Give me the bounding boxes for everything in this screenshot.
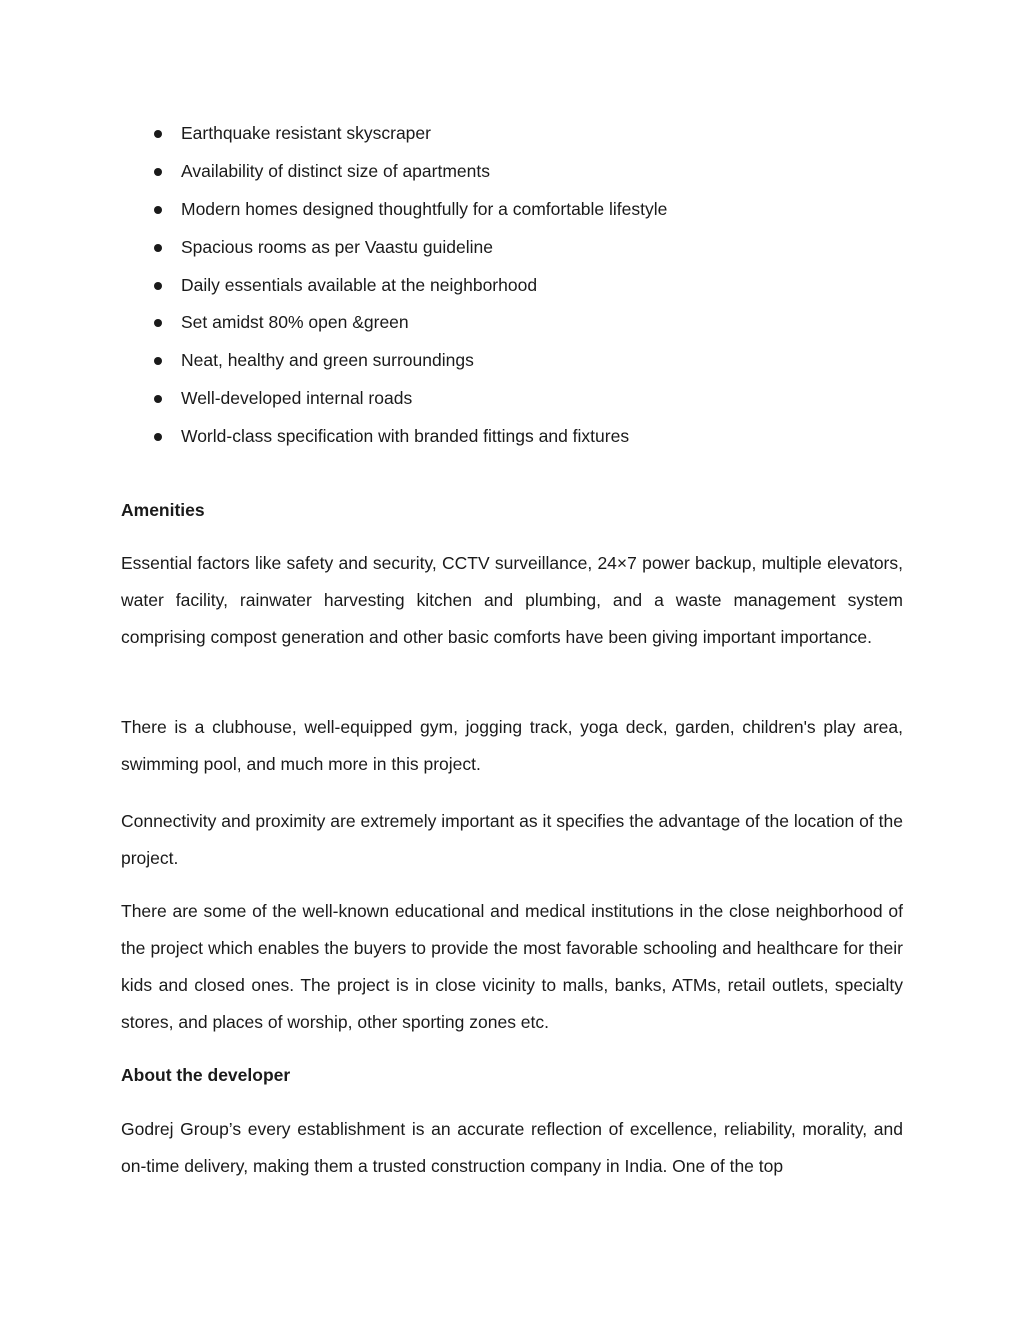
- list-item: Neat, healthy and green surroundings: [121, 342, 903, 380]
- list-item: Earthquake resistant skyscraper: [121, 115, 903, 153]
- features-list: [121, 115, 903, 456]
- bullet-icon: [154, 319, 162, 327]
- bullet-icon: [154, 130, 162, 138]
- list-item: World-class specification with branded fittings and fixtures: [121, 418, 903, 456]
- bullet-icon: [154, 357, 162, 365]
- list-item: Set amidst 80% open &green: [121, 304, 903, 342]
- amenities-heading: Amenities: [121, 500, 205, 520]
- bullet-icon: [154, 206, 162, 214]
- list-item: Modern homes designed thoughtfully for a comfortable lifestyle: [121, 191, 903, 229]
- developer-paragraph-1: Godrej Group’s every establishment is an accurate reflection of excellence, reliability, morality, and on-time delivery, making them a trusted construction company in India. One of the top: [121, 1119, 903, 1176]
- bullet-icon: [154, 168, 162, 176]
- list-item: Availability of distinct size of apartments: [121, 153, 903, 191]
- developer-heading: About the developer: [121, 1065, 291, 1085]
- amenities-paragraph-2: There is a clubhouse, well-equipped gym, jogging track, yoga deck, garden, children's play area, swimming pool, and much more in this project.: [121, 717, 903, 774]
- list-item: Well-developed internal roads: [121, 380, 903, 418]
- bullet-icon: [154, 244, 162, 252]
- amenities-paragraph-3: Connectivity and proximity are extremely important as it specifies the advantage of the location of the project.: [121, 811, 903, 868]
- amenities-paragraph-4: There are some of the well-known educational and medical institutions in the close neighborhood of the project which enables the buyers to provide the most favorable schooling and healthcare for their kids and closed ones. The project is in close vicinity to malls, banks, ATMs, retail outlets, specialty stores, and places of worship, other sporting zones etc.: [121, 901, 903, 1032]
- list-item: Daily essentials available at the neighborhood: [121, 267, 903, 305]
- bullet-icon: [154, 433, 162, 441]
- amenities-paragraph-1: Essential factors like safety and security, CCTV surveillance, 24×7 power backup, multiple elevators, water facility, rainwater harvesting kitchen and plumbing, and a waste management system comprising compost generation and other basic comforts have been giving important importance.: [121, 553, 903, 647]
- list-item: Spacious rooms as per Vaastu guideline: [121, 229, 903, 267]
- bullet-icon: [154, 395, 162, 403]
- bullet-icon: [154, 282, 162, 290]
